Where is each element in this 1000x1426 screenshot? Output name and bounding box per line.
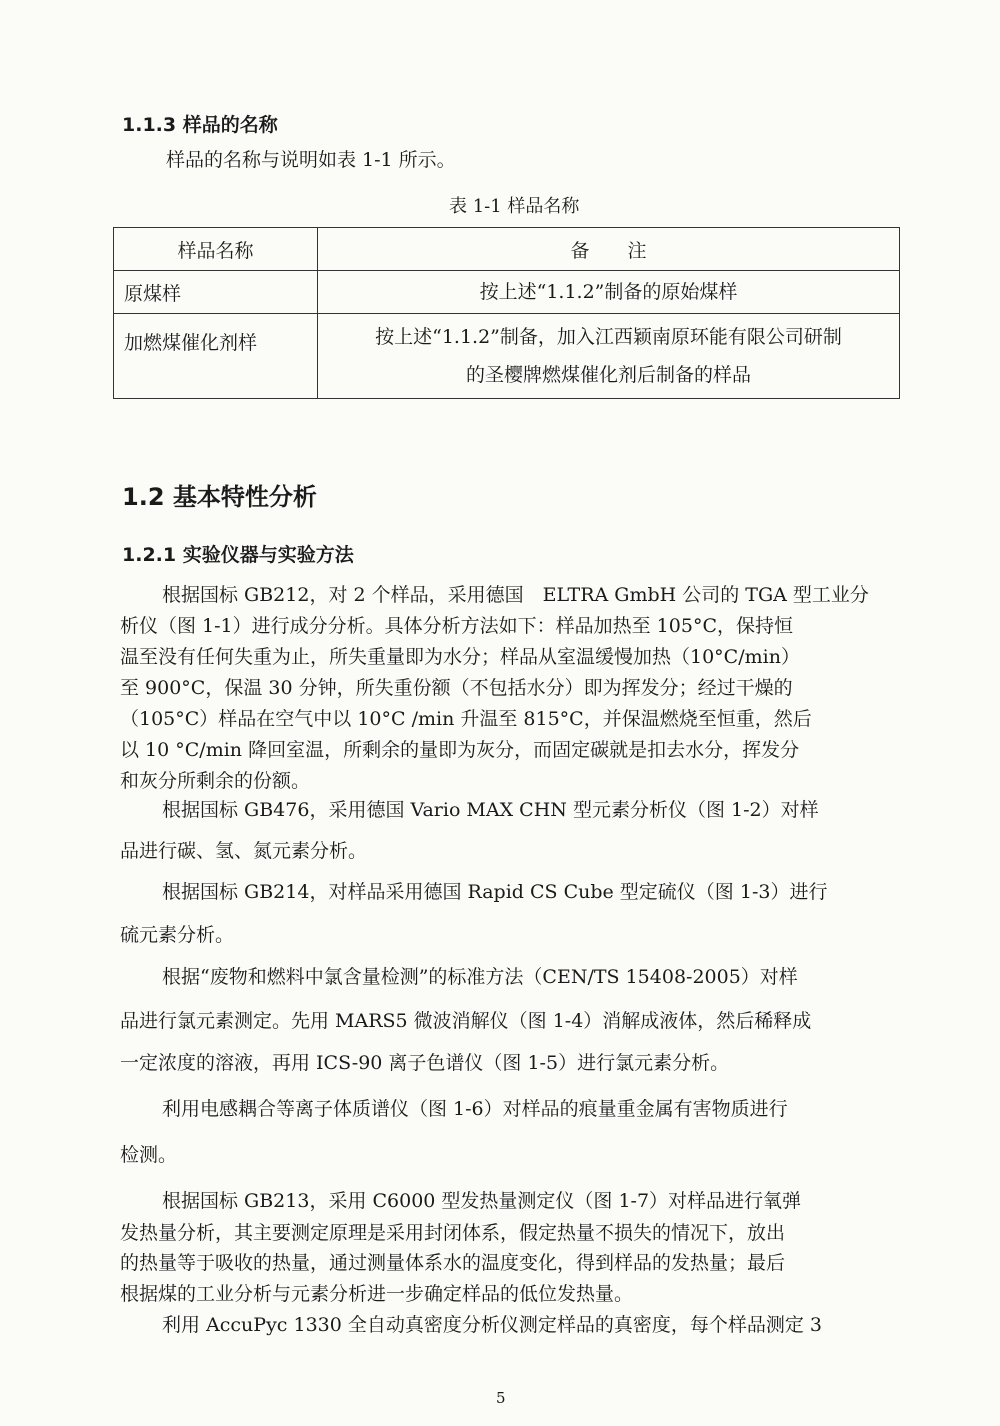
sample-remark-cell (318, 271, 900, 314)
paragraph-line: 根据国标 GB214，对样品采用德国 Rapid CS Cube 型定硫仪（图 1-3）进行 (162, 881, 828, 903)
intro-text: 样品的名称与说明如表 1-1 所示。 (166, 149, 456, 171)
heading-1-2-1: 1.2.1 实验仪器与实验方法 (122, 544, 354, 566)
table-header-remark: 备 注 (318, 228, 900, 271)
heading-1-2: 1.2 基本特性分析 (122, 483, 317, 511)
sample-remark-cell (318, 314, 900, 399)
paragraph-line: 品进行碳、氢、氮元素分析。 (120, 840, 368, 862)
paragraph-line: 根据国标 GB476，采用德国 Vario MAX CHN 型元素分析仪（图 1-2）对样 (162, 799, 819, 821)
paragraph-line: 硫元素分析。 (120, 924, 235, 946)
page-number: 5 (496, 1389, 506, 1407)
paragraph-line: 根据煤的工业分析与元素分析进一步确定样品的低位发热量。 (120, 1283, 634, 1305)
sample-name-cell: 原煤样 (114, 271, 318, 314)
paragraph-line: 根据国标 GB213，采用 C6000 型发热量测定仪（图 1-7）对样品进行氧弹 (162, 1190, 802, 1212)
paragraph-line: 和灰分所剩余的份额。 (120, 770, 311, 792)
paragraph-line: 至 900°C，保温 30 分钟，所失重份额（不包括水分）即为挥发分；经过干燥的 (120, 677, 793, 699)
paragraph-line: 发热量分析，其主要测定原理是采用封闭体系，假定热量不损失的情况下，放出 (120, 1222, 786, 1244)
paragraph-line: 品进行氯元素测定。先用 MARS5 微波消解仪（图 1-4）消解成液体，然后稀释成 (120, 1010, 812, 1032)
paragraph-line: 温至没有任何失重为止，所失重量即为水分；样品从室温缓慢加热（10°C/min） (120, 646, 800, 668)
paragraph-line: 以 10 °C/min 降回室温，所剩余的量即为灰分，而固定碳就是扣去水分，挥发分 (120, 739, 800, 761)
paragraph-line: 根据“废物和燃料中氯含量检测”的标准方法（CEN/TS 15408-2005）对样 (162, 966, 798, 988)
sample-name-cell: 加燃煤催化剂样 (114, 314, 318, 399)
remark-line: 的圣樱牌燃煤催化剂后制备的样品 (465, 364, 751, 386)
paragraph-line: 根据国标 GB212，对 2 个样品，采用德国 ELTRA GmbH 公司的 TGA 型工业分 (162, 584, 869, 606)
paragraph-line: 析仪（图 1-1）进行成分分析。具体分析方法如下：样品加热至 105°C，保持恒 (120, 615, 793, 637)
paragraph-line: （105°C）样品在空气中以 10°C /min 升温至 815°C，并保温燃烧至恒重，然后 (120, 708, 812, 730)
paragraph-line: 一定浓度的溶液，再用 ICS-90 离子色谱仪（图 1-5）进行氯元素分析。 (120, 1052, 730, 1074)
table-row (114, 271, 900, 314)
table-header-name: 样品名称 (114, 228, 318, 271)
remark-line: 按上述“1.1.2”制备，加入江西颖南原环能有限公司研制 (375, 326, 842, 348)
heading-1-1-3: 1.1.3 样品的名称 (122, 114, 278, 136)
remark-line: 按上述“1.1.2”制备的原始煤样 (479, 281, 738, 303)
paragraph-line: 的热量等于吸收的热量，通过测量体系水的温度变化，得到样品的发热量；最后 (120, 1252, 786, 1274)
table-row (114, 314, 900, 399)
samples-table (113, 227, 900, 399)
paragraph-line: 检测。 (120, 1144, 178, 1166)
table-caption: 表 1-1 样品名称 (449, 196, 580, 217)
paragraph-line: 利用 AccuPyc 1330 全自动真密度分析仪测定样品的真密度，每个样品测定 3 (162, 1314, 823, 1336)
paragraph-line: 利用电感耦合等离子体质谱仪（图 1-6）对样品的痕量重金属有害物质进行 (162, 1098, 788, 1120)
